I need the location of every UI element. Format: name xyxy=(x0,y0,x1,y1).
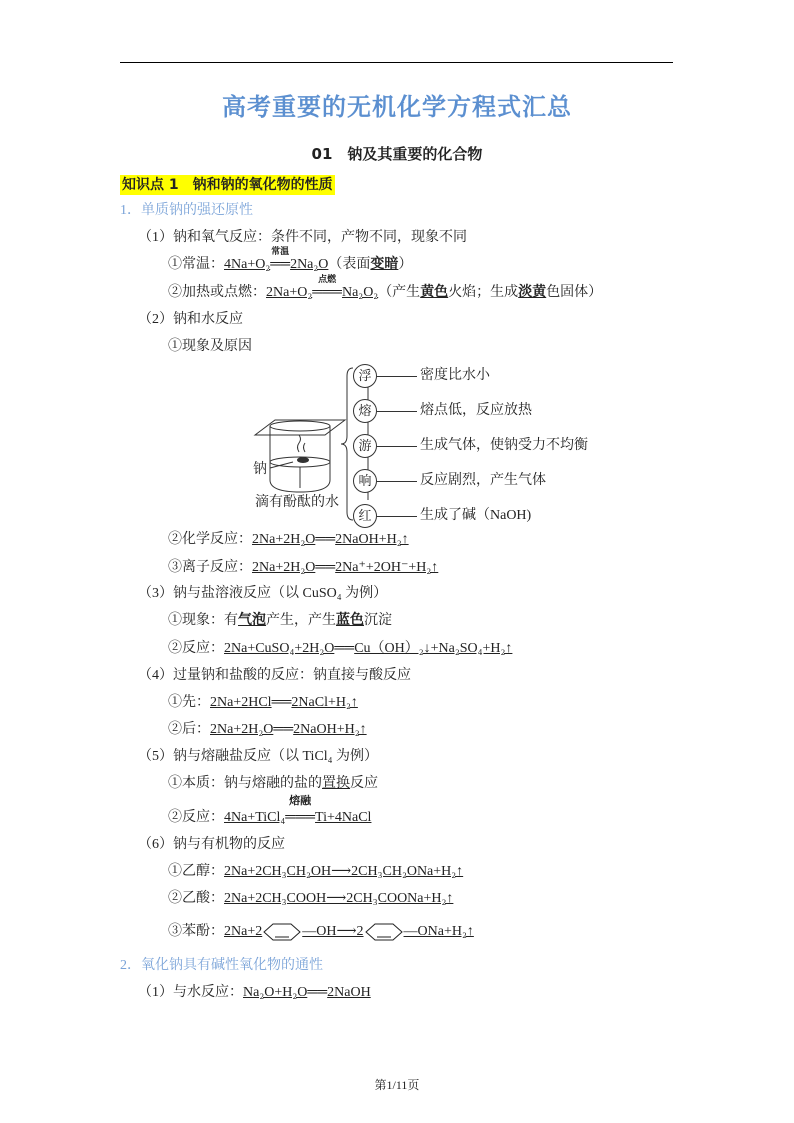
eq-right: Cu（OH）₂↓+Na₂SO₄+H₂↑ xyxy=(354,641,513,656)
eq-left: 2Na+2H₂O xyxy=(252,532,316,547)
equation-line xyxy=(168,246,413,274)
note: （产生 xyxy=(378,285,421,300)
equation-line xyxy=(168,640,512,658)
equals-sign: ══ xyxy=(315,560,336,575)
diagram-connector xyxy=(377,376,417,377)
eq-right: 2Na₂O xyxy=(290,257,329,272)
header-rule xyxy=(120,62,673,63)
text: 反应 xyxy=(350,776,378,791)
diagram-circle-char: 红 xyxy=(353,504,377,528)
eq-prefix: ②化学反应： xyxy=(168,532,252,547)
eq-condition: 熔融 ═══ xyxy=(285,795,316,825)
eq-right: 2NaOH+H₂↑ xyxy=(293,722,367,737)
knowledge-point-heading: 知识点 1 钠和钠的氧化物的性质 xyxy=(122,177,333,193)
text: ①本质：钠与熔融的盐的 xyxy=(168,776,322,791)
benzene-ring-icon xyxy=(364,922,404,942)
eq-right: 2NaOH+H₂↑ xyxy=(335,532,409,547)
eq-prefix: ①常温： xyxy=(168,257,224,272)
eq-left: 2Na+2H₂O xyxy=(252,560,316,575)
equation: 2Na+2CH₃CH₂OH⟶2CH₃CH₂ONa+H₂↑ xyxy=(224,864,464,879)
section-1-heading: 1．单质钠的强还原性 xyxy=(120,203,253,218)
equals-sign: ══ xyxy=(315,532,336,547)
eq-condition: 点燃 ═══ xyxy=(312,274,342,300)
keyword: 蓝色 xyxy=(336,613,364,628)
equation-line xyxy=(138,984,371,1002)
diagram-connector xyxy=(377,446,417,447)
eq-right: Na₂O₂ xyxy=(341,285,379,300)
keyword: 气泡 xyxy=(238,613,266,628)
item-1-label: （1）钠和氧气反应：条件不同，产物不同，现象不同 xyxy=(138,230,467,245)
eq-prefix: ③离子反应： xyxy=(168,560,252,575)
diagram-connector xyxy=(377,516,417,517)
item-2-label: （2）钠和水反应 xyxy=(138,312,243,327)
eq-left: 4Na+O₂ xyxy=(224,257,271,272)
sub-item: ①现象及原因 xyxy=(168,339,252,354)
chapter-heading: 01 钠及其重要的化合物 xyxy=(311,145,483,163)
item-5-label: （5）钠与熔融盐反应（以 TiCl₄ 为例） xyxy=(138,749,379,764)
note: 火焰；生成 xyxy=(448,285,519,300)
note: ） xyxy=(398,257,413,272)
diagram-circle-char: 游 xyxy=(353,434,377,458)
equation-line xyxy=(168,559,438,577)
equals-sign: ══ xyxy=(273,722,294,737)
eq-left: 2Na+2HCl xyxy=(210,695,272,710)
eq-prefix: ③苯酚： xyxy=(168,924,224,940)
eq-condition: 常温 ══ xyxy=(270,246,291,272)
eq-prefix: ①乙醇： xyxy=(168,864,224,879)
eq-prefix: （1）与水反应： xyxy=(138,985,243,1000)
sodium-label: 钠 xyxy=(253,462,267,477)
essence-line xyxy=(168,775,378,793)
phenomenon-line xyxy=(168,612,392,630)
diagram-explanation: 生成气体，使钠受力不均衡 xyxy=(420,438,588,453)
eq-left: Na₂O+H₂O xyxy=(243,985,308,1000)
equation-line xyxy=(168,721,367,739)
equation-line xyxy=(168,890,453,908)
equals-sign: ══ xyxy=(334,641,355,656)
equation-line xyxy=(168,531,409,549)
condition-label: 点燃 xyxy=(318,274,337,284)
item-6-label: （6）钠与有机物的反应 xyxy=(138,837,285,852)
keyword: 黄色 xyxy=(420,285,449,300)
eq-right: 2Na⁺+2OH⁻+H₂↑ xyxy=(335,560,439,575)
page-number: 第1/11页 xyxy=(374,1078,420,1092)
diagram-explanation: 生成了碱（NaOH) xyxy=(420,508,532,523)
equation: 2Na+2CH₃COOH⟶2CH₃COONa+H₂↑ xyxy=(224,891,454,906)
diagram-circle-char: 响 xyxy=(353,469,377,493)
eq-left: 2Na+O₂ xyxy=(266,285,313,300)
eq-prefix: ②反应： xyxy=(168,810,224,825)
diagram-explanation: 密度比水小 xyxy=(420,368,490,383)
eq-part: 2Na+2 xyxy=(224,924,263,940)
eq-left: 2Na+CuSO₄+2H₂O xyxy=(224,641,335,656)
text: ①现象：有 xyxy=(168,613,238,628)
diagram-explanation: 反应剧烈，产生气体 xyxy=(420,473,546,488)
equation-line xyxy=(168,274,603,302)
eq-right: 2NaOH xyxy=(327,985,371,1000)
eq-prefix: ②加热或点燃： xyxy=(168,285,266,300)
water-label: 滴有酚酞的水 xyxy=(255,495,339,510)
diagram-explanation: 熔点低，反应放热 xyxy=(420,403,532,418)
keyword: 淡黄 xyxy=(518,285,547,300)
item-3-label: （3）钠与盐溶液反应（以 CuSO₄ 为例） xyxy=(138,586,388,601)
note: 色固体） xyxy=(546,285,603,300)
equation-line xyxy=(168,922,474,942)
document-title: 高考重要的无机化学方程式汇总 xyxy=(222,93,572,121)
eq-part: —ONa+H₂↑ xyxy=(403,924,474,940)
diagram-circle-char: 浮 xyxy=(353,364,377,388)
section-2-heading: 2．氧化钠具有碱性氧化物的通性 xyxy=(120,958,323,973)
text: 产生，产生 xyxy=(266,613,336,628)
equation-line xyxy=(168,863,463,881)
diagram-connector xyxy=(377,481,417,482)
eq-right: Ti+4NaCl xyxy=(315,810,372,825)
eq-prefix: ②后： xyxy=(168,722,210,737)
equation-line xyxy=(168,694,358,712)
benzene-ring-icon xyxy=(262,922,302,942)
condition-label: 常温 xyxy=(271,246,290,256)
eq-prefix: ②乙酸： xyxy=(168,891,224,906)
diagram-connector xyxy=(377,411,417,412)
eq-part: —OH⟶2 xyxy=(302,924,364,940)
equals-sign: ══ xyxy=(307,985,328,1000)
keyword: 变暗 xyxy=(370,257,399,272)
eq-prefix: ①先： xyxy=(168,695,210,710)
eq-right: 2NaCl+H₂↑ xyxy=(291,695,358,710)
equals-sign: ══ xyxy=(271,695,292,710)
equation-line xyxy=(168,795,372,827)
note: （表面 xyxy=(328,257,371,272)
eq-prefix: ②反应： xyxy=(168,641,224,656)
diagram-circle-char: 熔 xyxy=(353,399,377,423)
item-4-label: （4）过量钠和盐酸的反应：钠直接与酸反应 xyxy=(138,668,411,683)
text: 沉淀 xyxy=(364,613,392,628)
eq-left: 4Na+TiCl₄ xyxy=(224,810,286,825)
eq-left: 2Na+2H₂O xyxy=(210,722,274,737)
keyword: 置换 xyxy=(322,776,350,791)
condition-label: 熔融 xyxy=(289,795,312,807)
